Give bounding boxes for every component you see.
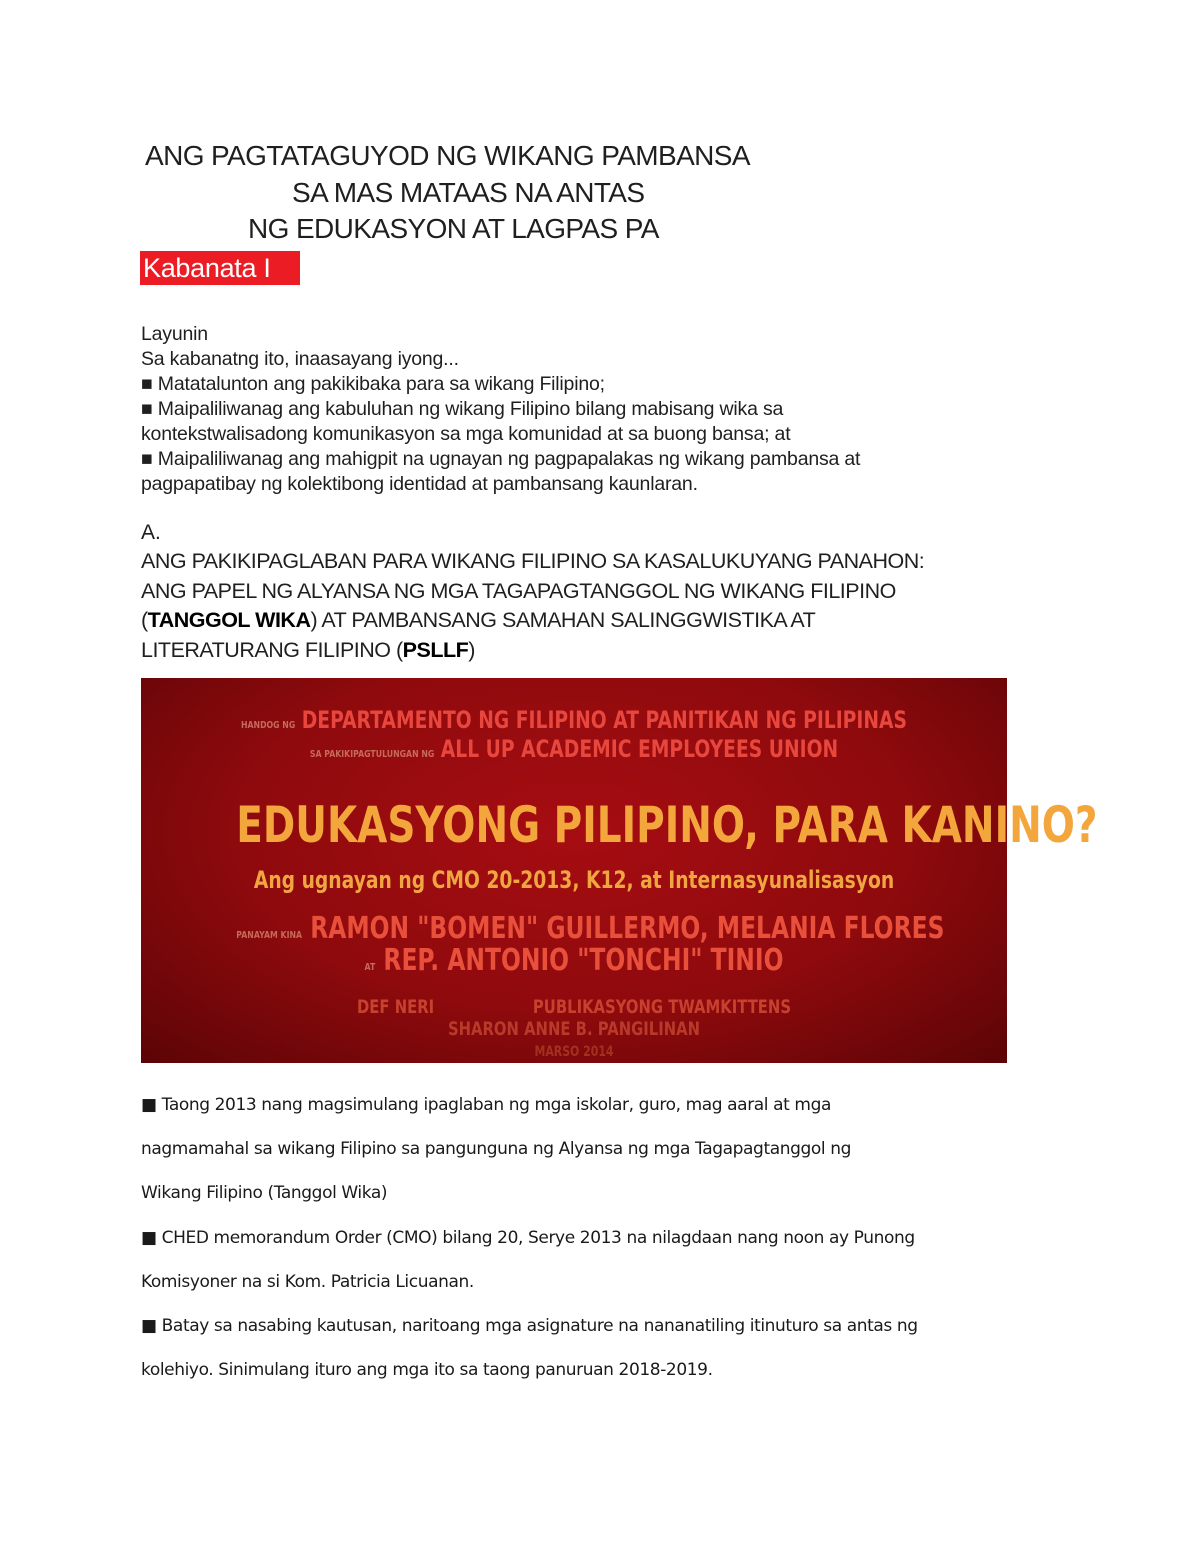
- body-line: Komisyoner na si Kom. Patricia Licuanan.: [141, 1271, 474, 1292]
- poster-subtitle: Ang ugnayan ng CMO 20-2013, K12, at Internasyunalisasyon: [253, 866, 895, 894]
- poster-row-5: [236, 996, 911, 1018]
- poster-row-3: [236, 911, 945, 946]
- body-line: ■ Taong 2013 nang magsimulang ipaglaban ng mga iskolar, guro, mag aaral at mga: [141, 1095, 831, 1115]
- section-heading-text: LITERATURANG FILIPINO (: [141, 637, 403, 662]
- objective-line: ■ Matatalunton ang pakikibaka para sa wikang Filipino;: [141, 373, 605, 395]
- title-line-1: ANG PAGTATAGUYOD NG WIKANG PAMBANSA: [145, 140, 750, 171]
- poster-credit: DEF NERI: [356, 996, 435, 1018]
- poster-row-6: [236, 1018, 911, 1040]
- event-poster-image: [141, 678, 1098, 1063]
- poster-speakers: RAMON "BOMEN" GUILLERMO, MELANIA FLORES: [310, 911, 945, 946]
- poster-small-text: AT: [364, 962, 376, 973]
- poster-credit: SHARON ANNE B. PANGILINAN: [447, 1018, 701, 1040]
- chapter-label: Kabanata I: [140, 251, 300, 285]
- section-heading-line: ANG PAPEL NG ALYANSA NG MGA TAGAPAGTANGGOL NG WIKANG FILIPINO: [141, 578, 896, 603]
- objective-line: ■ Maipaliliwanag ang mahigpit na ugnayan ng pagpapalakas ng wikang pambansa at: [141, 448, 861, 470]
- objective-line: ■ Maipaliliwanag ang kabuluhan ng wikang Filipino bilang mabisang wika sa: [141, 398, 784, 420]
- poster-small-text: HANDOG NG: [240, 720, 296, 731]
- section-heading-text: ) AT PAMBANSANG SAMAHAN SALINGGWISTIKA AT: [310, 608, 816, 632]
- body-line: ■ CHED memorandum Order (CMO) bilang 20, Serye 2013 na nilagdaan nang noon ay Punong: [141, 1227, 915, 1248]
- title-line-3: NG EDUKASYON AT LAGPAS PA: [248, 213, 659, 244]
- body-line: Wikang Filipino (Tanggol Wika): [141, 1183, 388, 1204]
- section-heading-line: [141, 606, 924, 636]
- poster-row-2: [236, 735, 911, 763]
- objectives-block: [141, 322, 860, 497]
- objective-line: kontekstwalisadong komunikasyon sa mga komunidad at sa buong bansa; at: [141, 423, 791, 445]
- objective-line: pagpapatibay ng kolektibong identidad at pambansang kaunlaran.: [141, 473, 698, 495]
- poster-date: MARSO 2014: [534, 1044, 614, 1060]
- paren-close: ): [468, 637, 475, 662]
- psllf-bold: PSLLF: [402, 637, 469, 662]
- body-line: ■ Batay sa nasabing kautusan, naritoang mga asignature na nananatiling itinuturo sa antas ng: [141, 1315, 918, 1336]
- poster-headline: EDUKASYONG PILIPINO, PARA KANINO?: [236, 796, 1098, 854]
- poster-credit: PUBLIKASYONG TWAMKITTENS: [532, 996, 791, 1018]
- tanggol-wika-bold: TANGGOL WIKA: [147, 608, 311, 632]
- poster-org-text: ALL UP ACADEMIC EMPLOYEES UNION: [440, 735, 839, 763]
- poster-small-text: SA PAKIKIPAGTULUNGAN NG: [309, 749, 435, 760]
- section-letter: A.: [141, 521, 161, 544]
- section-heading-line: [141, 636, 924, 666]
- title-line-2: SA MAS MATAAS NA ANTAS: [292, 177, 645, 208]
- objectives-heading: Layunin: [141, 323, 208, 345]
- poster-speakers: REP. ANTONIO "TONCHI" TINIO: [383, 943, 784, 978]
- poster-row-4: [236, 943, 911, 978]
- poster-row-7: [236, 1044, 911, 1060]
- poster-row-1: [236, 706, 911, 734]
- body-line: kolehiyo. Sinimulang ituro ang mga ito sa taong panuruan 2018-2019.: [141, 1360, 713, 1381]
- section-heading-line: ANG PAKIKIPAGLABAN PARA WIKANG FILIPINO SA KASALUKUYANG PANAHON:: [141, 549, 925, 573]
- body-paragraphs: [141, 1083, 918, 1392]
- paren-open: (: [141, 608, 148, 632]
- body-line: nagmamahal sa wikang Filipino sa pangunguna ng Alyansa ng mga Tagapagtanggol ng: [141, 1139, 851, 1160]
- objectives-intro: Sa kabanatng ito, inaasayang iyong...: [141, 348, 459, 370]
- poster-org-text: DEPARTAMENTO NG FILIPINO AT PANITIKAN NG PILIPINAS: [301, 706, 908, 734]
- poster-small-text: PANAYAM KINA: [236, 930, 303, 941]
- section-heading: [141, 547, 924, 665]
